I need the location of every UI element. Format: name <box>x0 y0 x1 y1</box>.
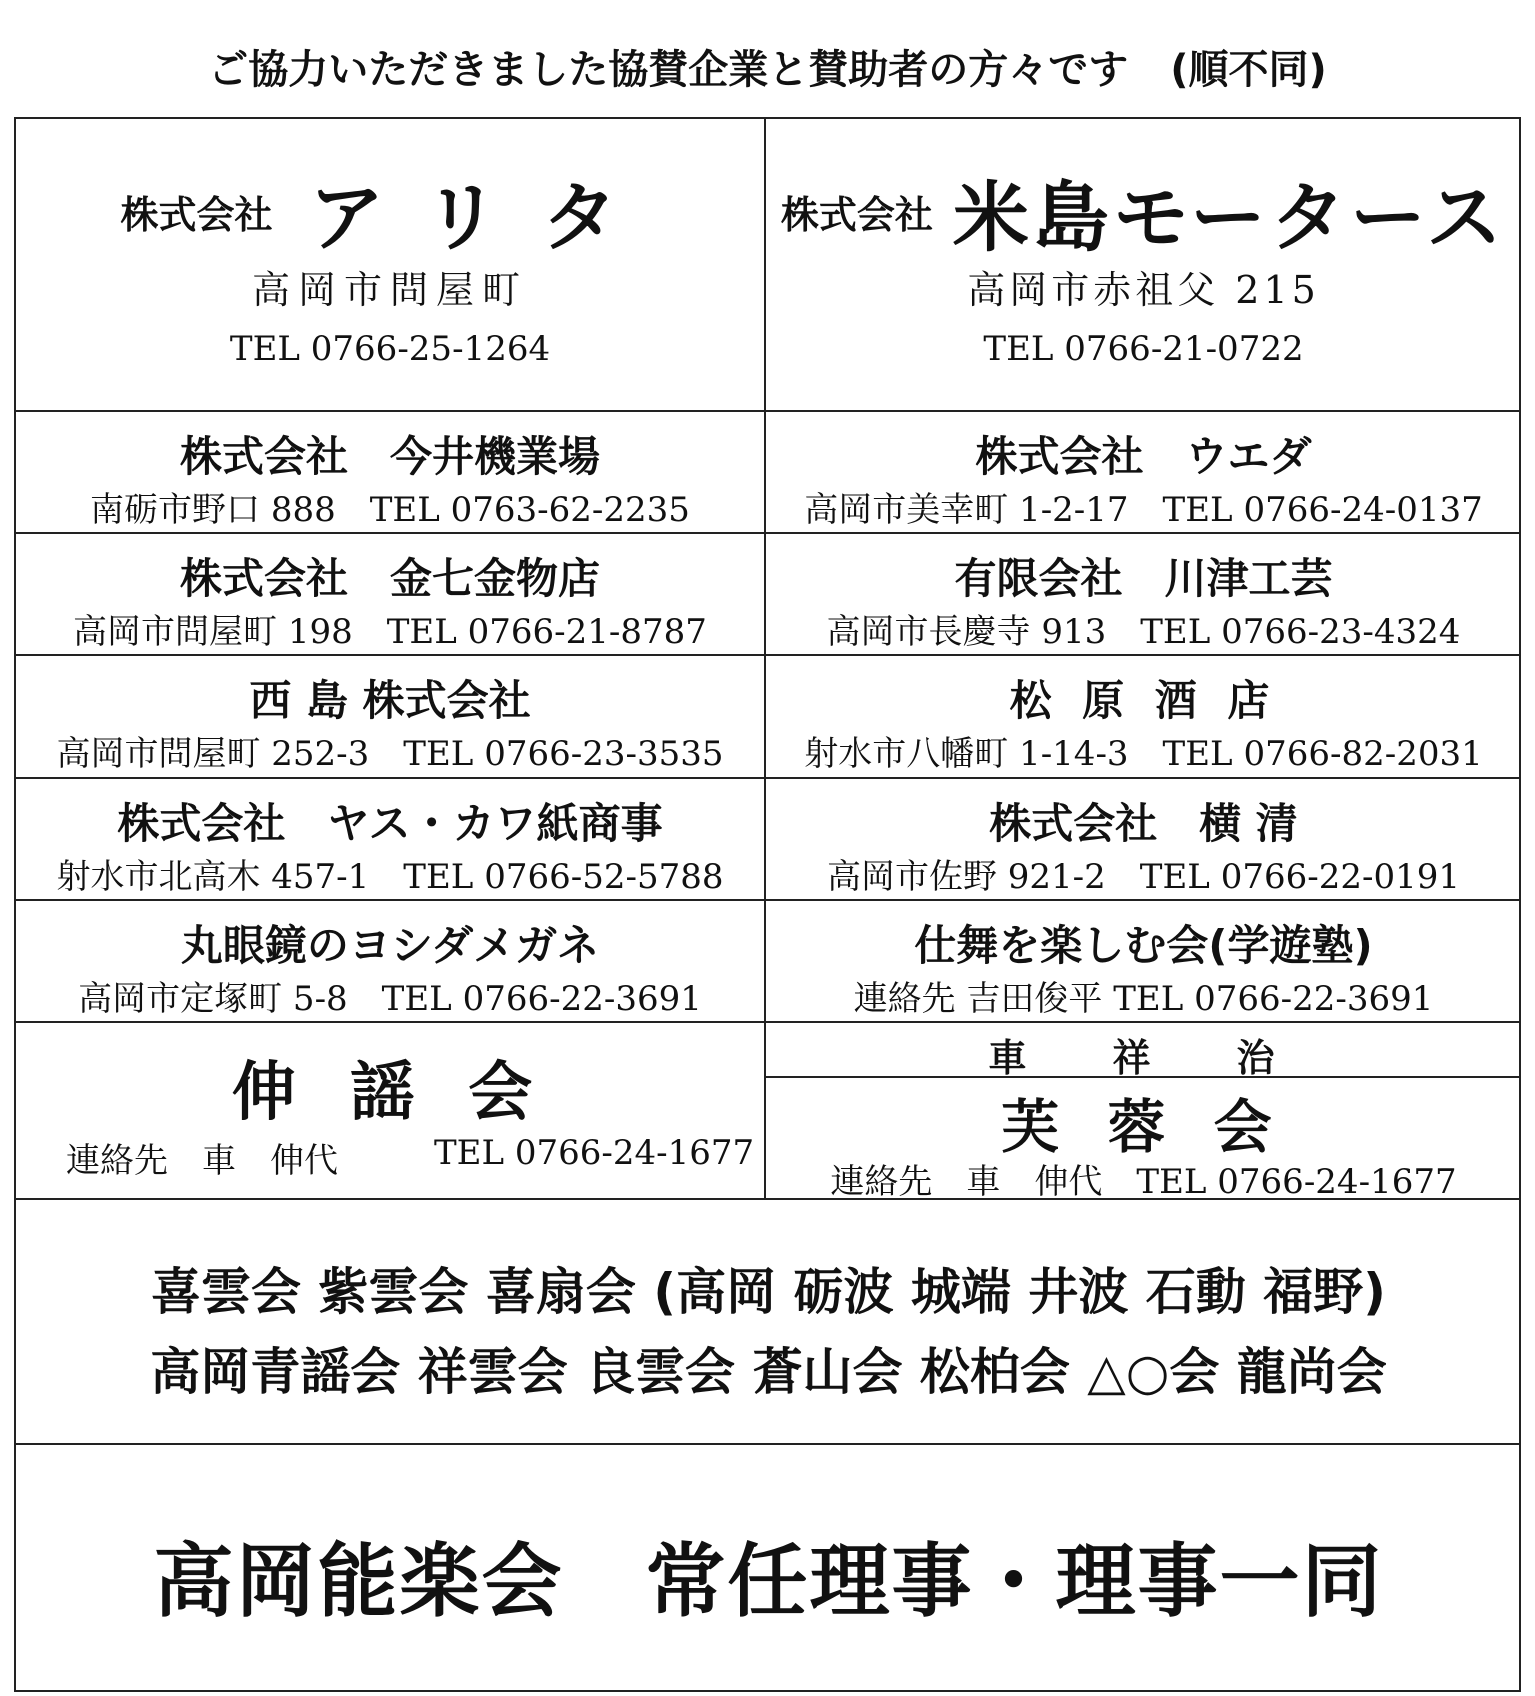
company-info: 南砺市野口 888 TEL 0763-62-2235 <box>90 490 690 530</box>
sponsor-cell <box>16 656 764 777</box>
final-line: 高岡能楽会 常任理事・理事一同 <box>153 1535 1384 1628</box>
groups-line-1: 喜雲会 紫雲会 喜扇会 (高岡 砺波 城端 井波 石動 福野) <box>151 1263 1386 1321</box>
company-name: 株式会社 横 清 <box>989 799 1298 848</box>
company-name: 有限会社 川津工芸 <box>954 554 1333 603</box>
sponsor-cell-arita <box>16 119 764 410</box>
sponsor-cell-yonejima <box>766 119 1521 410</box>
company-info: 高岡市美幸町 1-2-17 TEL 0766-24-0137 <box>804 490 1483 530</box>
sponsor-cell <box>16 779 764 899</box>
company-name: 松 原 酒 店 <box>1009 676 1278 725</box>
group-tel: TEL 0766-24-1677 <box>434 1133 755 1173</box>
sponsor-cell <box>766 412 1521 532</box>
sponsor-cell <box>766 656 1521 777</box>
company-info: 高岡市問屋町 198 TEL 0766-21-8787 <box>73 612 707 652</box>
group-contact: 連絡先 車 伸代 <box>66 1141 338 1181</box>
company-info: 射水市北高木 457-1 TEL 0766-52-5788 <box>56 857 724 897</box>
company-tel: TEL 0766-25-1264 <box>229 329 551 369</box>
company-name: 株式会社 金七金物店 <box>179 554 600 603</box>
final-cell <box>16 1445 1521 1690</box>
company-tel: TEL 0766-21-0722 <box>983 329 1304 369</box>
title-text: ご協力いただきました協賛企業と賛助者の方々です <box>208 47 1129 93</box>
company-info: 高岡市長慶寺 913 TEL 0766-23-4324 <box>826 612 1461 652</box>
company-info: 射水市八幡町 1-14-3 TEL 0766-82-2031 <box>804 734 1483 774</box>
sponsor-cell-shinyoukai <box>16 1023 764 1198</box>
company-info: 高岡市定塚町 5-8 TEL 0766-22-3691 <box>78 979 702 1019</box>
company-name: 仕舞を楽しむ会(学遊塾) <box>914 921 1373 970</box>
company-name: 西 島 株式会社 <box>249 676 531 725</box>
company-name: 株式会社 今井機業場 <box>179 432 600 481</box>
company-info: 連絡先 吉田俊平 TEL 0766-22-3691 <box>853 979 1434 1019</box>
page-title <box>0 38 1535 95</box>
company-info: 高岡市問屋町 252-3 TEL 0766-23-3535 <box>56 734 724 774</box>
company-name: 株式会社 ヤス・カワ紙商事 <box>117 799 663 848</box>
group-name: 伸 謡 会 <box>231 1056 549 1130</box>
company-address: 高岡市赤祖父 215 <box>967 268 1320 312</box>
sponsor-cell <box>766 901 1521 1021</box>
sponsor-cell <box>16 534 764 654</box>
sponsor-cell <box>766 534 1521 654</box>
sponsor-cell <box>16 901 764 1021</box>
groups-line-2: 高岡青謡会 祥雲会 良雲会 蒼山会 松柏会 △○会 龍尚会 <box>150 1343 1387 1401</box>
sponsor-cell-fuyoukai <box>766 1078 1521 1202</box>
company-address: 高岡市問屋町 <box>251 268 528 312</box>
company-prefix: 株式会社 <box>780 193 933 237</box>
company-name: 米島モータース <box>952 173 1507 262</box>
company-prefix: 株式会社 <box>120 193 273 237</box>
company-name: 株式会社 ウエダ <box>975 432 1312 481</box>
group-info: 連絡先 車 伸代 TEL 0766-24-1677 <box>830 1162 1457 1202</box>
person-name: 車 祥 治 <box>988 1036 1299 1080</box>
groups-cell <box>16 1200 1521 1443</box>
sponsor-cell <box>16 412 764 532</box>
sponsor-cell <box>766 779 1521 899</box>
company-info: 高岡市佐野 921-2 TEL 0766-22-0191 <box>826 857 1460 897</box>
title-note: (順不同) <box>1170 47 1327 93</box>
company-name: アリタ <box>308 173 660 262</box>
company-name: 丸眼鏡のヨシダメガネ <box>180 921 600 970</box>
group-name: 芙 蓉 会 <box>1001 1093 1286 1161</box>
sponsor-cell-kuruma <box>766 1023 1521 1080</box>
